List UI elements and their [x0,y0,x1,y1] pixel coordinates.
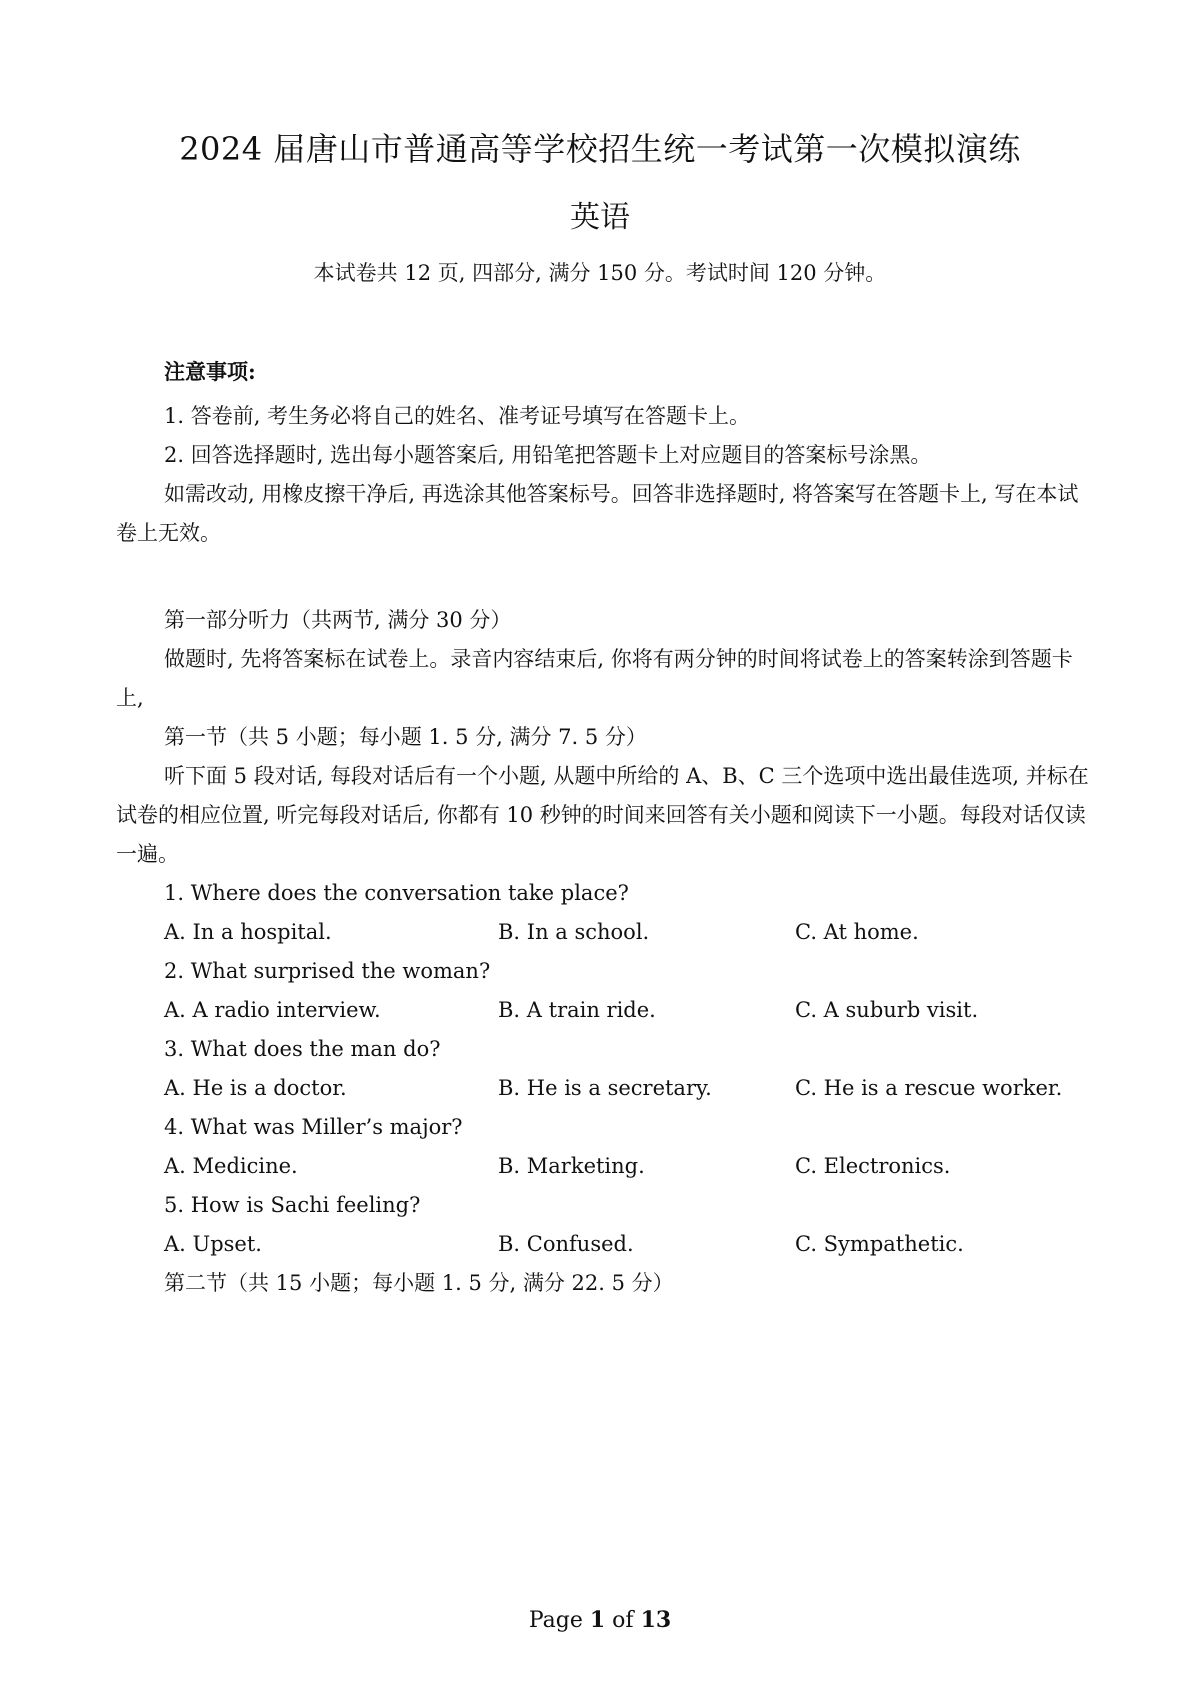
option-c: C. Electronics. [795,1154,951,1178]
option-b: B. In a school. [498,920,650,944]
question-1-options [116,913,1091,952]
option-a: A. He is a doctor. [164,1076,347,1100]
part1-heading: 第一部分听力（共两节, 满分 30 分） [164,608,512,632]
section1-heading: 第一节（共 5 小题；每小题 1. 5 分, 满分 7. 5 分） [164,725,647,749]
option-b: B. Confused. [498,1232,634,1256]
exam-subject: 英语 [570,200,630,235]
notice-item-2: 2. 回答选择题时, 选出每小题答案后, 用铅笔把答题卡上对应题目的答案标号涂黑。 [164,443,932,467]
option-b: B. A train ride. [498,998,656,1022]
question-3: 3. What does the man do? [164,1037,441,1061]
part1-instructions: 做题时, 先将答案标在试卷上。录音内容结束后, 你将有两分钟的时间将试卷上的答案转涂到答题卡上, [116,647,1073,710]
exam-info: 本试卷共 12 页, 四部分, 满分 150 分。考试时间 120 分钟。 [313,261,887,285]
exam-content [116,352,1091,1303]
option-a: A. Upset. [164,1232,262,1256]
page-footer [0,1607,1200,1633]
question-2: 2. What surprised the woman? [164,959,491,983]
question-3-options [116,1069,1091,1108]
option-a: A. A radio interview. [164,998,381,1022]
question-5-options [116,1225,1091,1264]
option-a: A. Medicine. [164,1154,298,1178]
option-b: B. Marketing. [498,1154,645,1178]
notice-item-3: 如需改动, 用橡皮擦干净后, 再选涂其他答案标号。回答非选择题时, 将答案写在答题卡上, 写在本试卷上无效。 [116,482,1079,545]
exam-title: 2024 届唐山市普通高等学校招生统一考试第一次模拟演练 [179,130,1021,168]
option-c: C. He is a rescue worker. [795,1076,1063,1100]
option-c: C. At home. [795,920,919,944]
option-a: A. In a hospital. [164,920,332,944]
section2-heading: 第二节（共 15 小题；每小题 1. 5 分, 满分 22. 5 分） [164,1271,674,1295]
of-word: of [612,1608,634,1633]
question-4: 4. What was Miller’s major? [164,1115,463,1139]
page-word: Page [528,1608,583,1633]
notice-heading: 注意事项: [164,359,256,384]
section1-instructions: 听下面 5 段对话, 每段对话后有一个小题, 从题中所给的 A、B、C 三个选项中选出最佳选项, 并标在试卷的相应位置, 听完每段对话后, 你都有 10 秒钟的时间来回答有关小题和阅读下一小题。每段对话仅读一遍。 [116,764,1089,866]
option-b: B. He is a secretary. [498,1076,712,1100]
option-c: C. A suburb visit. [795,998,979,1022]
current-page-number: 1 [589,1607,606,1633]
option-c: C. Sympathetic. [795,1232,964,1256]
question-5: 5. How is Sachi feeling? [164,1193,421,1217]
spacer [116,553,1091,601]
notice-item-1: 1. 答卷前, 考生务必将自己的姓名、准考证号填写在答题卡上。 [164,404,751,428]
total-pages-number: 13 [640,1607,672,1633]
question-4-options [116,1147,1091,1186]
question-2-options [116,991,1091,1030]
question-1: 1. Where does the conversation take place? [164,881,629,905]
